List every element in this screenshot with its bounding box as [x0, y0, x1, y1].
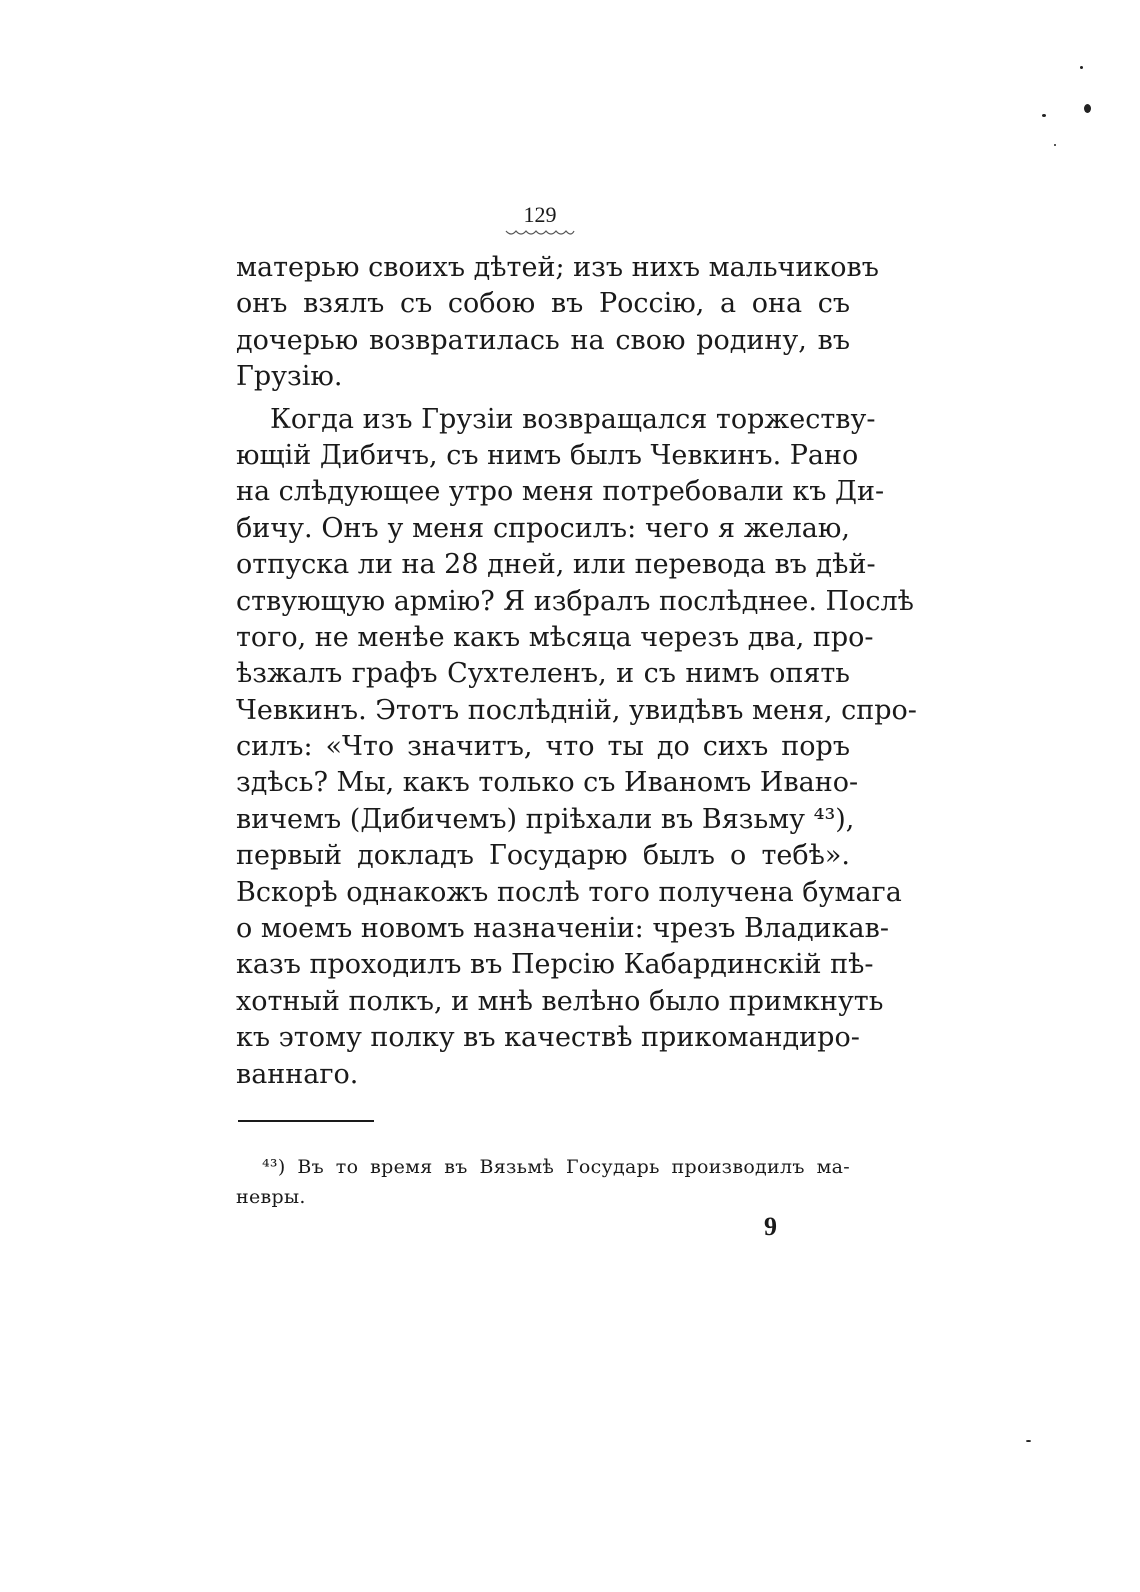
text-line: хотный полкъ, и мнѣ велѣно было примкнуть [236, 985, 884, 1017]
footnote-divider [238, 1120, 374, 1122]
text-line: ющій Дибичъ, съ нимъ былъ Чевкинъ. Рано [236, 439, 859, 471]
text-line: онъ взялъ съ собою въ Россію, а она съ [236, 288, 850, 320]
text-line: Чевкинъ. Этотъ послѣдній, увидѣвъ меня, спро- [236, 694, 917, 726]
text-line: ствующую армію? Я избралъ послѣднее. Послѣ [236, 585, 914, 617]
text-line: того, не менѣе какъ мѣсяца черезъ два, про- [236, 621, 874, 653]
text-line: матерью своихъ дѣтей; изъ нихъ мальчиковъ [236, 252, 879, 283]
body-text [236, 250, 917, 1093]
text-line: Грузію. [236, 361, 343, 393]
text-line: на слѣдующее утро меня потребовали къ Ди- [236, 476, 885, 508]
ink-speck [1026, 1440, 1031, 1442]
text-line: къ этому полку въ качествѣ прикомандиро- [236, 1022, 860, 1054]
text-line: ѣзжалъ графъ Сухтеленъ, и съ нимъ опять [236, 658, 850, 690]
ink-speck [1080, 66, 1083, 69]
text-line: о моемъ новомъ назначеніи: чрезъ Владикав- [236, 913, 889, 945]
text-line: Вскорѣ однакожъ послѣ того получена бумага [236, 876, 902, 908]
ink-speck [1054, 144, 1056, 146]
footnote [236, 1152, 850, 1212]
footnote-line: ⁴³) Въ то время въ Вязьмѣ Государь производилъ ма- [262, 1156, 850, 1178]
page-number-ornament [504, 228, 576, 238]
text-line: здѣсь? Мы, какъ только съ Иваномъ Ивано- [236, 767, 859, 799]
text-line: ваннаго. [236, 1058, 359, 1090]
text-line: первый докладъ Государю былъ о тебѣ». [236, 840, 850, 872]
text-line: вичемъ (Дибичемъ) пріѣхали въ Вязьму ⁴³), [236, 803, 855, 835]
text-line: Когда изъ Грузіи возвращался торжеству- [270, 403, 876, 435]
ink-speck [1042, 114, 1046, 117]
text-line: бичу. Онъ у меня спросилъ: чего я желаю, [236, 512, 850, 544]
text-line: силъ: «Что значитъ, что ты до сихъ поръ [236, 731, 850, 763]
text-line: казъ проходилъ въ Персію Кабардинскій пѣ- [236, 949, 874, 981]
text-line: дочерью возвратилась на свою родину, въ [236, 324, 850, 356]
signature-mark: 9 [764, 1212, 777, 1241]
text-line: отпуска ли на 28 дней, или перевода въ дѣй- [236, 549, 876, 581]
footnote-line: невры. [236, 1186, 306, 1208]
page-number: 129 [523, 202, 557, 227]
ink-speck [1084, 104, 1091, 113]
